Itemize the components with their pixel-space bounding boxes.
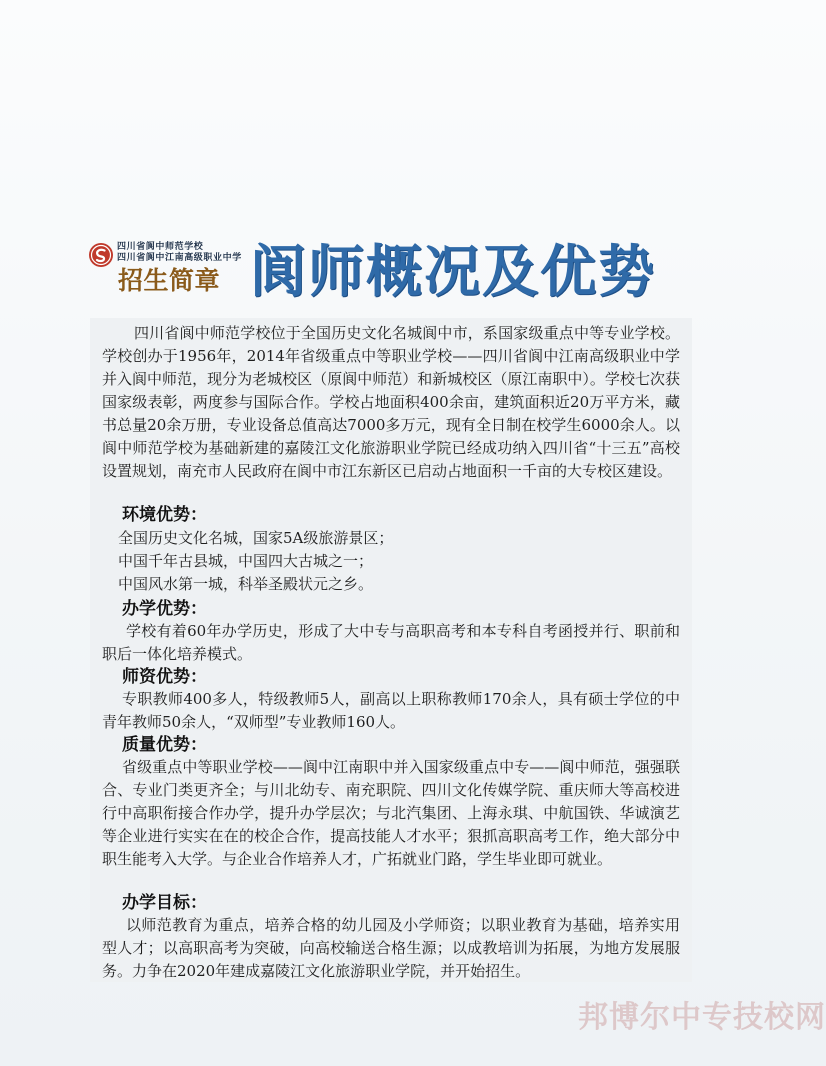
goals-heading: 办学目标： xyxy=(122,893,207,913)
environment-line-1: 全国历史文化名城，国家5A级旅游景区； xyxy=(118,529,394,547)
school-name-1: 四川省阆中师范学校 xyxy=(117,242,204,252)
site-watermark: 邦博尔中专技校网 xyxy=(578,1000,826,1035)
environment-line-2: 中国千年古县城，中国四大古城之一； xyxy=(118,552,374,570)
page-header xyxy=(88,240,668,306)
school-name-2: 四川省阆中江南高级职业中学 xyxy=(117,253,242,263)
quality-paragraph: 省级重点中等职业学校——阆中江南职中并入国家级重点中专——阆中师范，强强联合、专业门类更齐全；与川北幼专、南充职院、四川文化传媒学院、重庆师大等高校进行中高职衔接合作办学，提升办学层次；与北汽集团、上海永琪、中航国铁、华诚演艺等企业进行实实在在的校企合作，提高技能人才水平；狠抓高职高考工作，绝大部分中职生能考入大学。与企业合作培养人才，广拓就业门路，学生毕业即可就业。 xyxy=(102,758,680,868)
content-panel xyxy=(90,318,692,982)
school-names xyxy=(117,242,242,264)
school-emblem-icon xyxy=(88,242,114,268)
schooling-paragraph: 学校有着60年办学历史，形成了大中专与高职高考和本专科自考函授并行、职前和职后一体化培养模式。 xyxy=(102,622,680,663)
faculty-paragraph: 专职教师400多人，特级教师5人，副高以上职称教师170余人，具有硕士学位的中青年教师50余人，“双师型”专业教师160人。 xyxy=(102,690,680,731)
goals-paragraph: 以师范教育为重点，培养合格的幼儿园及小学师资；以职业教育为基础，培养实用型人才；以高职高考为突破，向高校输送合格生源；以成教培训为拓展，为地方发展服务。力争在2020年建成嘉陵江文化旅游职业学院，并开始招生。 xyxy=(102,916,680,980)
quality-heading: 质量优势： xyxy=(122,735,207,755)
intro-paragraph: 四川省阆中师范学校位于全国历史文化名城阆中市，系国家级重点中等专业学校。学校创办于1956年，2014年省级重点中等职业学校——四川省阆中江南高级职业中学并入阆中师范，现分为老城校区（原阆中师范）和新城校区（原江南职中）。学校七次获国家级表彰，两度参与国际合作。学校占地面积400余亩，建筑面积近20万平方米，藏书总量20余万册，专业设备总值高达7000多万元，现有全日制在校学生6000余人。以阆中师范学校为基础新建的嘉陵江文化旅游职业学院已经成功纳入四川省“十三五”高校设置规划，南充市人民政府在阆中市江东新区已启动占地面积一千亩的大专校区建设。 xyxy=(102,324,680,480)
brochure-subtitle: 招生简章 xyxy=(118,266,221,295)
environment-heading: 环境优势： xyxy=(122,505,207,525)
faculty-heading: 师资优势： xyxy=(122,667,207,687)
page-title: 阆师概况及优势 xyxy=(250,240,656,305)
schooling-heading: 办学优势： xyxy=(122,599,207,619)
environment-line-3: 中国风水第一城，科举圣殿状元之乡。 xyxy=(118,575,374,593)
